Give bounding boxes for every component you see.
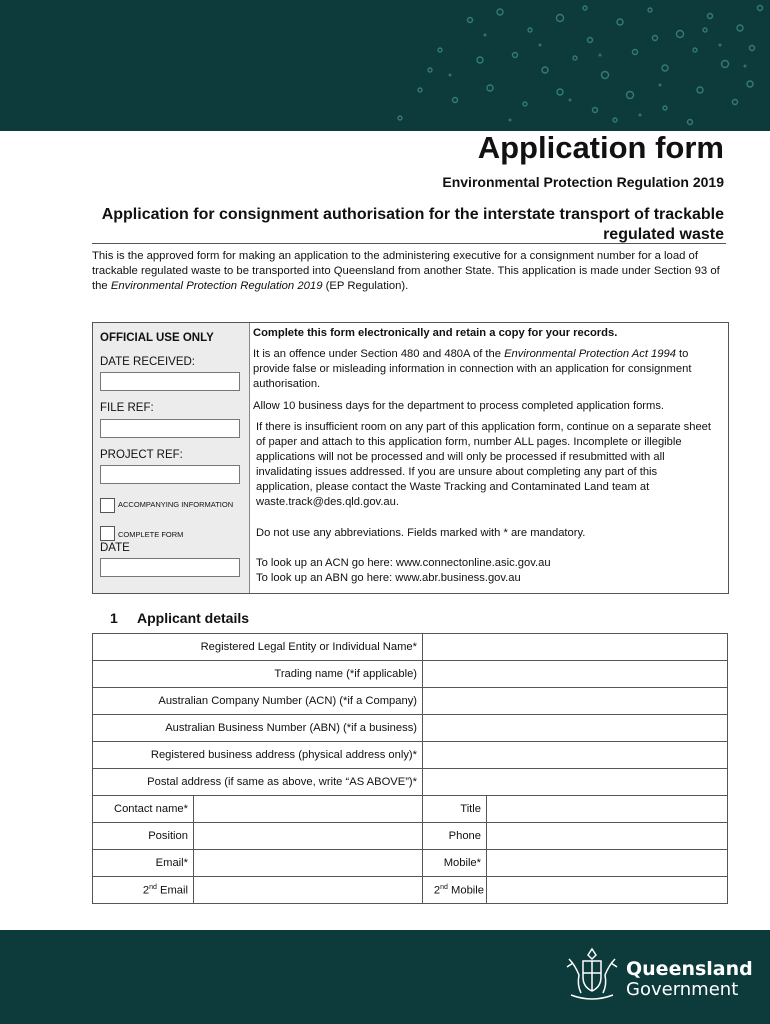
offence-notice: It is an offence under Section 480 and 480A of the Environmental Protection Act 1994 to provide false or misleading information in connection with an application for consignment authorisation. — [253, 348, 692, 390]
table-row — [93, 769, 728, 796]
acn-lookup-note: To look up an ACN go here: www.connectonline.asic.gov.au — [256, 557, 551, 569]
project-ref-label: PROJECT REF: — [100, 449, 183, 461]
mobile-field[interactable] — [487, 850, 728, 877]
file-ref-label: FILE REF: — [100, 402, 154, 414]
queensland-coat-of-arms-icon — [563, 945, 621, 1003]
complete-form-label: COMPLETE FORM — [118, 530, 184, 539]
abn-field[interactable] — [423, 715, 728, 742]
business-address-label: Registered business address (physical address only)* — [93, 742, 423, 769]
postal-address-field[interactable] — [423, 769, 728, 796]
contact-name-field[interactable] — [194, 796, 423, 823]
table-row — [93, 823, 728, 850]
acn-field[interactable] — [423, 688, 728, 715]
postal-address-label: Postal address (if same as above, write “AS ABOVE”)* — [93, 769, 423, 796]
section-applicant-details-heading: 1 Applicant details — [110, 610, 250, 626]
email-field[interactable] — [194, 850, 423, 877]
table-row — [93, 796, 728, 823]
header-banner — [0, 0, 770, 131]
queensland-wordmark: Queensland — [626, 958, 753, 980]
accompanying-information-checkbox[interactable] — [100, 498, 115, 513]
file-ref-field[interactable] — [100, 419, 240, 438]
second-mobile-label: 2nd Mobile — [423, 877, 487, 904]
email-label: Email* — [93, 850, 194, 877]
accompanying-information-label: ACCOMPANYING INFORMATION — [118, 500, 234, 509]
position-label: Position — [93, 823, 194, 850]
title-label: Title — [423, 796, 487, 823]
trading-name-field[interactable] — [423, 661, 728, 688]
regulation-subtitle: Environmental Protection Regulation 2019 — [442, 174, 724, 190]
date-field[interactable] — [100, 558, 240, 577]
official-use-panel — [93, 323, 250, 593]
table-row — [93, 634, 728, 661]
trading-name-label: Trading name (*if applicable) — [93, 661, 423, 688]
table-row — [93, 661, 728, 688]
second-email-field[interactable] — [194, 877, 423, 904]
legal-name-label: Registered Legal Entity or Individual Name* — [93, 634, 423, 661]
form-title: Application for consignment authorisation for the interstate transport of trackable regulated waste — [101, 206, 724, 243]
second-mobile-field[interactable] — [487, 877, 728, 904]
table-row — [93, 850, 728, 877]
official-use-heading: OFFICIAL USE ONLY — [100, 332, 214, 344]
insufficient-room-notice: If there is insufficient room on any part of this application form, continue on a separate sheet of paper and attach to this application form, number ALL pages. Incomplete or illegible applications will not be processed and will only be processed if resubmitted with all invalidating issues addressed. If you are unsure about completing any part of this application, please contact the Waste Tracking and Contaminated Land team at waste.track@des.qld.gov.au. — [256, 421, 712, 508]
abn-label: Australian Business Number (ABN) (*if a business) — [93, 715, 423, 742]
contact-name-label: Contact name* — [93, 796, 194, 823]
table-row — [93, 688, 728, 715]
info-box — [92, 322, 729, 594]
business-address-field[interactable] — [423, 742, 728, 769]
complete-form-checkbox[interactable] — [100, 526, 115, 541]
project-ref-field[interactable] — [100, 465, 240, 484]
mobile-label: Mobile* — [423, 850, 487, 877]
applicant-details-table — [92, 633, 728, 904]
processing-time-notice: Allow 10 business days for the department to process completed application forms. — [253, 400, 665, 412]
legal-name-field[interactable] — [423, 634, 728, 661]
date-label: DATE — [100, 542, 130, 554]
table-row — [93, 877, 728, 904]
intro-paragraph: This is the approved form for making an application to the administering executive for a consignment number for a load of trackable regulated waste to be transported into Queensland from another State. This application is made under Section 93 of the Environmental Protection Regulation 2019 (EP Regulation). — [92, 250, 720, 292]
phone-field[interactable] — [487, 823, 728, 850]
date-received-label: DATE RECEIVED: — [100, 356, 195, 368]
title-divider — [92, 243, 726, 244]
header-dot-pattern — [0, 0, 770, 131]
abn-lookup-note: To look up an ABN go here: www.abr.business.gov.au — [256, 572, 521, 584]
government-wordmark: Government — [626, 979, 739, 1000]
date-received-field[interactable] — [100, 372, 240, 391]
title-field[interactable] — [487, 796, 728, 823]
phone-label: Phone — [423, 823, 487, 850]
electronic-instruction: Complete this form electronically and retain a copy for your records. — [253, 327, 618, 339]
table-row — [93, 715, 728, 742]
abbreviations-notice: Do not use any abbreviations. Fields marked with * are mandatory. — [256, 527, 586, 539]
table-row — [93, 742, 728, 769]
acn-label: Australian Company Number (ACN) (*if a Company) — [93, 688, 423, 715]
page-title: Application form — [477, 130, 724, 165]
position-field[interactable] — [194, 823, 423, 850]
second-email-label: 2nd Email — [93, 877, 194, 904]
